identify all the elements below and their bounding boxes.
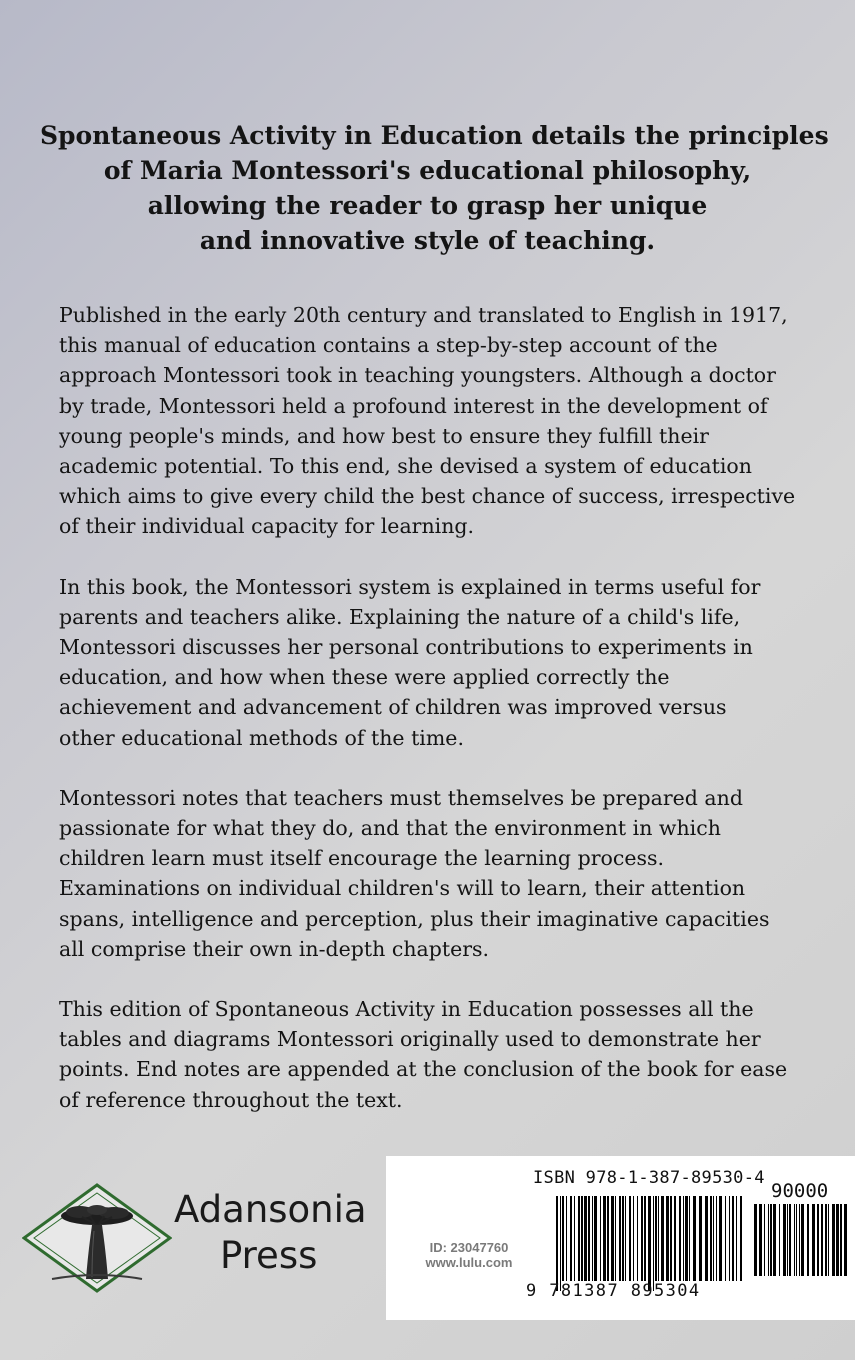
description-body [59,300,819,1145]
barcode-bar [683,1196,684,1281]
barcode-bar [817,1204,819,1276]
barcode-bar [770,1204,772,1276]
text-line: tables and diagrams Montessori originally used to demonstrate her [59,1027,761,1052]
text-line: all comprise their own in-depth chapters. [59,936,490,961]
barcode-bar [689,1196,690,1281]
text-line: this manual of education contains a step-by-step account of the [59,333,718,358]
publisher-name-line1: Adansonia [174,1188,367,1231]
tagline-line: and innovative style of teaching. [199,226,656,255]
text-line: passionate for what they do, and that the environment in which [59,816,721,841]
barcode-bar [789,1204,791,1276]
barcode-bar [594,1196,597,1281]
barcode-bar [592,1196,593,1281]
barcode-bar [674,1196,676,1281]
isbn-digits: 9 781387 895304 [526,1281,701,1301]
barcode-bar [611,1196,614,1281]
barcode-bar [719,1196,722,1281]
text-line: other educational methods of the time. [59,725,464,750]
text-line: of reference throughout the text. [59,1087,403,1112]
barcode-bar [574,1196,575,1281]
text-line: Published in the early 20th century and translated to English in 1917, [59,303,788,327]
barcode-bar [740,1196,742,1281]
barcode-bar [637,1196,638,1281]
barcode-bar [773,1204,776,1276]
barcode-bar [836,1204,839,1276]
baobab-tree-icon [22,1183,172,1293]
text-line: by trade, Montessori held a profound interest in the development of [59,393,768,418]
barcode-bar [840,1204,842,1276]
barcode-bar [794,1204,795,1276]
barcode-bar [666,1196,669,1281]
barcode-bar [832,1204,835,1276]
publisher-name [174,1187,367,1279]
barcode-bar [844,1204,847,1276]
barcode-bar [812,1204,815,1276]
barcode-bar [619,1196,621,1281]
tagline-line: of Maria Montessori's educational philosophy, [103,156,752,185]
barcode-bar [641,1196,643,1281]
barcode-bar [787,1204,788,1276]
barcode-bar [799,1204,800,1276]
text-line: Montessori discusses her personal contributions to experiments in [59,635,753,660]
price-addon-barcode [754,1204,849,1286]
text-line: Examinations on individual children's will to learn, their attention [59,876,746,901]
barcode-bar [685,1196,688,1281]
barcode-bar [699,1196,702,1281]
barcode-bar [768,1204,769,1276]
text-line: academic potential. To this end, she devised a system of education [59,454,752,479]
tagline-line: Spontaneous Activity in Education details the principles [40,121,829,150]
barcode-bar [693,1196,696,1281]
barcode-bar [807,1204,809,1276]
paragraph-1 [59,300,819,542]
text-line: young people's minds, and how best to ensure they fulfill their [59,423,709,448]
text-line: Montessori notes that teachers must themselves be prepared and [59,785,743,810]
barcode-bar [648,1196,651,1291]
tagline-line: allowing the reader to grasp her unique [147,191,708,220]
barcode-bar [562,1196,564,1281]
barcode-bar [729,1196,730,1281]
text-line: which aims to give every child the best chance of success, irrespective [59,484,796,509]
barcode-bar [625,1196,626,1281]
barcode-bar [658,1196,659,1281]
barcode-bar [588,1196,590,1281]
barcode-bar [584,1196,587,1281]
barcode-bar [801,1204,804,1276]
text-line: achievement and advancement of children was improved versus [59,695,727,720]
barcode-bar [560,1196,561,1291]
paragraph-4 [59,994,819,1115]
text-line: In this book, the Montessori system is explained in terms useful for [59,574,761,599]
lulu-url: www.lulu.com [425,1255,513,1270]
barcode-bar [570,1196,572,1281]
barcode-bar [725,1196,726,1281]
text-line: approach Montessori took in teaching youngsters. Although a doctor [59,363,776,388]
lulu-id: ID: 23047760 [429,1240,509,1255]
isbn-label: ISBN 978-1-387-89530-4 [533,1168,765,1188]
barcode-bar [566,1196,567,1281]
text-line: This edition of Spontaneous Activity in Education possesses all the [59,997,754,1022]
barcode-bar [655,1196,657,1281]
barcode-bar [828,1204,829,1276]
barcode-bar [736,1196,737,1281]
barcode-bar [600,1196,601,1281]
text-line: education, and how when these were applied correctly the [59,665,670,690]
isbn-barcode [556,1196,746,1291]
barcode-bar [633,1196,634,1281]
barcode-bar [764,1204,765,1276]
paragraph-2 [59,572,819,753]
text-line: spans, intelligence and perception, plus their imaginative capacities [59,906,770,931]
barcode-bar [603,1196,606,1281]
barcode-bar [622,1196,624,1281]
text-line: parents and teachers alike. Explaining the nature of a child's life, [59,604,741,629]
barcode-bar [615,1196,616,1281]
publisher-logo [22,1183,372,1293]
barcode-bar [825,1204,827,1276]
barcode-bar [754,1204,757,1276]
barcode-bar [821,1204,823,1276]
barcode-bar [581,1196,583,1281]
barcode-bar [556,1196,558,1291]
barcode-bar [759,1204,762,1276]
barcode-bar [779,1204,780,1276]
lulu-id-block [414,1240,524,1270]
barcode-bar [653,1196,654,1291]
barcode-bar [713,1196,714,1281]
barcode-bar [796,1204,797,1276]
barcode-bar [578,1196,580,1281]
barcode-bar [783,1204,786,1276]
price-code: 90000 [771,1180,829,1202]
text-line: children learn must itself encourage the learning process. [59,846,665,871]
paragraph-3 [59,783,819,964]
barcode-bar [670,1196,672,1281]
barcode-bar [705,1196,708,1281]
back-cover-tagline [40,118,829,258]
barcode-bar [644,1196,646,1281]
barcode-bar [716,1196,717,1281]
barcode-bar [732,1196,734,1281]
barcode-bar [661,1196,664,1281]
barcode-bar [710,1196,712,1281]
barcode-bar [607,1196,609,1281]
barcode-bar [679,1196,681,1281]
text-line: points. End notes are appended at the conclusion of the book for ease [59,1057,788,1082]
barcode-panel [386,1156,855,1320]
text-line: of their individual capacity for learning. [59,514,475,539]
barcode-bar [629,1196,631,1281]
publisher-name-line2: Press [220,1234,318,1277]
